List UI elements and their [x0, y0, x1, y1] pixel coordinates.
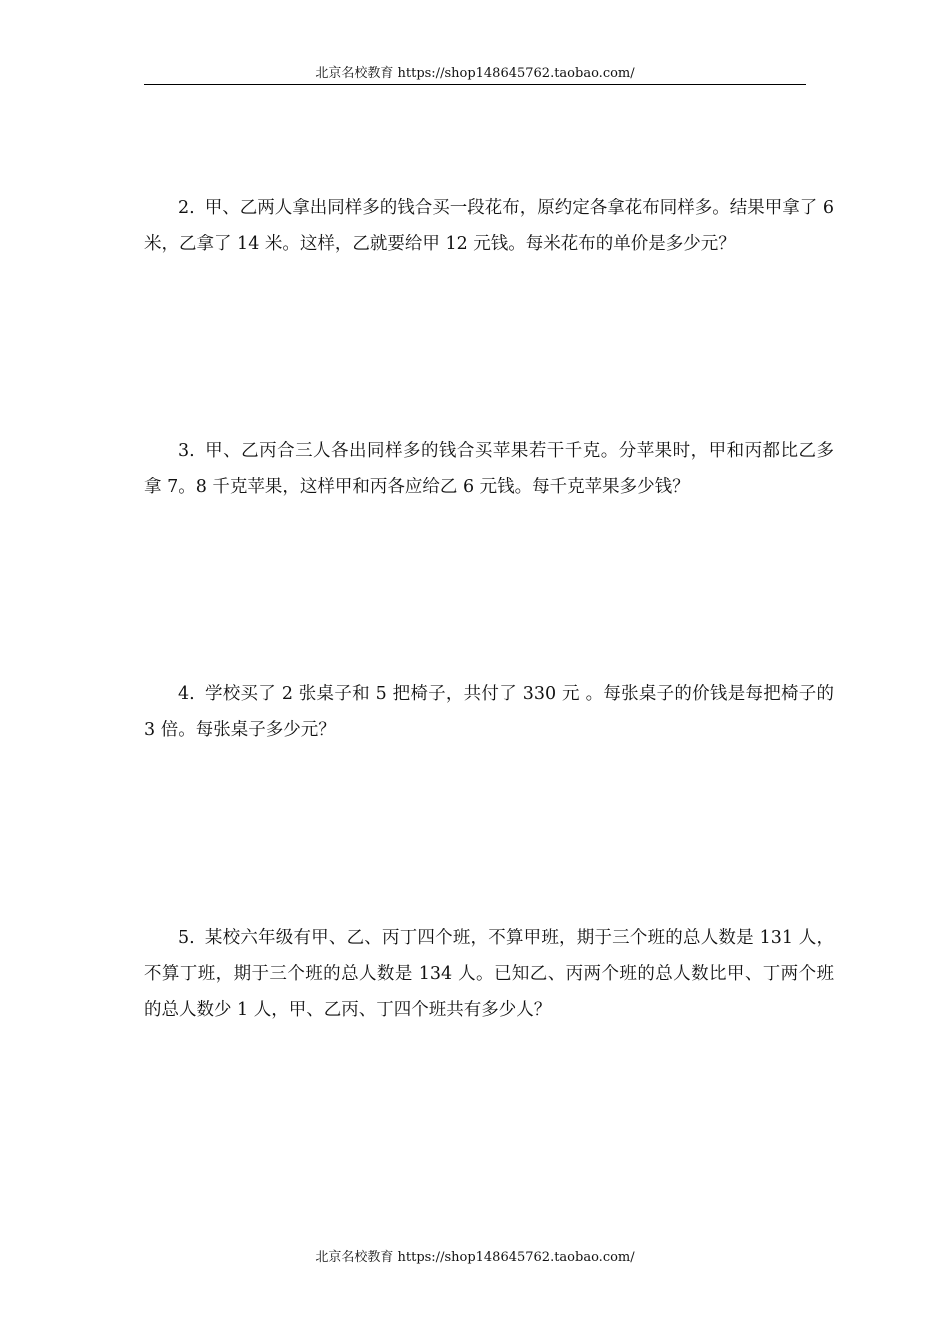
header-divider — [144, 84, 806, 85]
problem-text: 学校买了 2 张桌子和 5 把椅子，共付了 330 元 。每张桌子的价钱是每把椅子的 3 倍。每张桌子多少元？ — [144, 684, 834, 740]
problem-text: 甲、乙两人拿出同样多的钱合买一段花布，原约定各拿花布同样多。结果甲拿了 6 米，乙拿了 14 米。这样，乙就要给甲 12 元钱。每米花布的单价是多少元？ — [144, 198, 834, 254]
problem-number: 5. — [178, 928, 195, 948]
problem-number: 2. — [178, 198, 195, 218]
problem-number: 4. — [178, 684, 195, 704]
problem-number: 3. — [178, 441, 195, 461]
problem-4 — [144, 676, 834, 748]
page-header: 北京名校教育 https://shop148645762.taobao.com/ — [315, 66, 635, 81]
page-footer: 北京名校教育 https://shop148645762.taobao.com/ — [315, 1250, 635, 1265]
problem-3 — [144, 433, 834, 505]
problem-text: 甲、乙丙合三人各出同样多的钱合买苹果若干千克。分苹果时，甲和丙都比乙多拿 7。8 千克苹果，这样甲和丙各应给乙 6 元钱。每千克苹果多少钱？ — [144, 441, 834, 497]
problem-text: 某校六年级有甲、乙、丙丁四个班，不算甲班，期于三个班的总人数是 131 人，不算丁班，期于三个班的总人数是 134 人。已知乙、丙两个班的总人数比甲、丁两个班的总人数少 1 人，甲、乙丙、丁四个班共有多少人？ — [144, 928, 834, 1020]
problem-2 — [144, 190, 834, 262]
problem-5 — [144, 920, 834, 1028]
